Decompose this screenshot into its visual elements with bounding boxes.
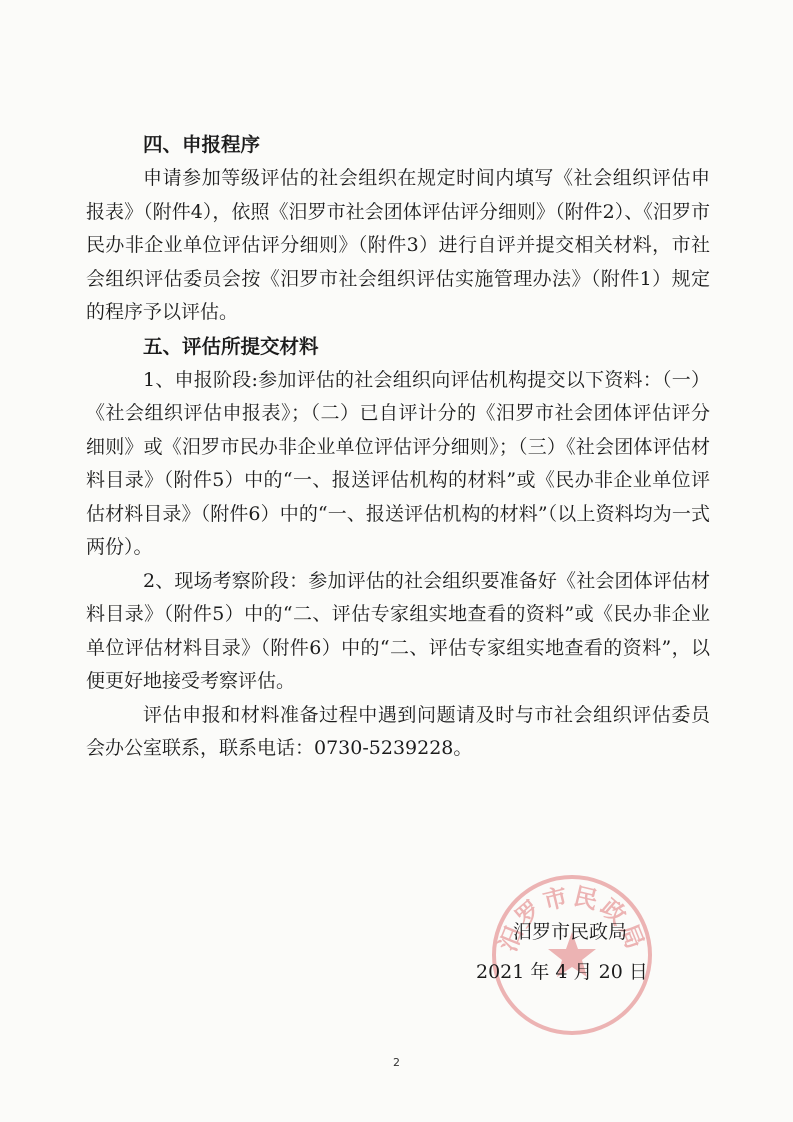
procedure-paragraph: 申请参加等级评估的社会组织在规定时间内填写《社会组织评估申报表》（附件4），依照《汨罗市社会团体评估评分细则》（附件2）、《汨罗市民办非企业单位评估评分细则》（附件3）进行自评并提交相关材料，市社会组织评估委员会按《汨罗市社会组织评估实施管理办法》（附件1）规定的程序予以评估。 <box>86 167 710 323</box>
section-heading-procedure: 四、申报程序 <box>143 133 261 156</box>
svg-text:汨罗市民政局: 汨罗市民政局 <box>493 882 651 956</box>
signature-block <box>476 912 660 992</box>
document-body <box>86 128 710 766</box>
page-number: 2 <box>393 1056 400 1069</box>
application-stage-paragraph: 1、申报阶段:参加评估的社会组织向评估机构提交以下资料：（一）《社会组织评估申报表》；（二）已自评计分的《汨罗市社会团体评估评分细则》或《汨罗市民办非企业单位评估评分细则》；（三）《社会团体评估材料目录》（附件5）中的“一、报送评估机构的材料”或《民办非企业单位评估材料目录》（附件6）中的“一、报送评估机构的材料”（以上资料均为一式两份）。 <box>86 368 710 558</box>
issuer-name: 汨罗市民政局 <box>512 921 627 943</box>
site-inspection-paragraph: 2、现场考察阶段：参加评估的社会组织要准备好《社会团体评估材料目录》（附件5）中的“二、评估专家组实地查看的资料”或《民办非企业单位评估材料目录》（附件6）中的“二、评估专家组实地查看的资料”，以便更好地接受考察评估。 <box>86 569 710 692</box>
contact-paragraph: 评估申报和材料准备过程中遇到问题请及时与市社会组织评估委员会办公室联系，联系电话：0730-5239228。 <box>86 703 710 759</box>
issue-date: 2021 年 4 月 20 日 <box>476 961 648 983</box>
section-heading-materials: 五、评估所提交材料 <box>143 334 319 358</box>
